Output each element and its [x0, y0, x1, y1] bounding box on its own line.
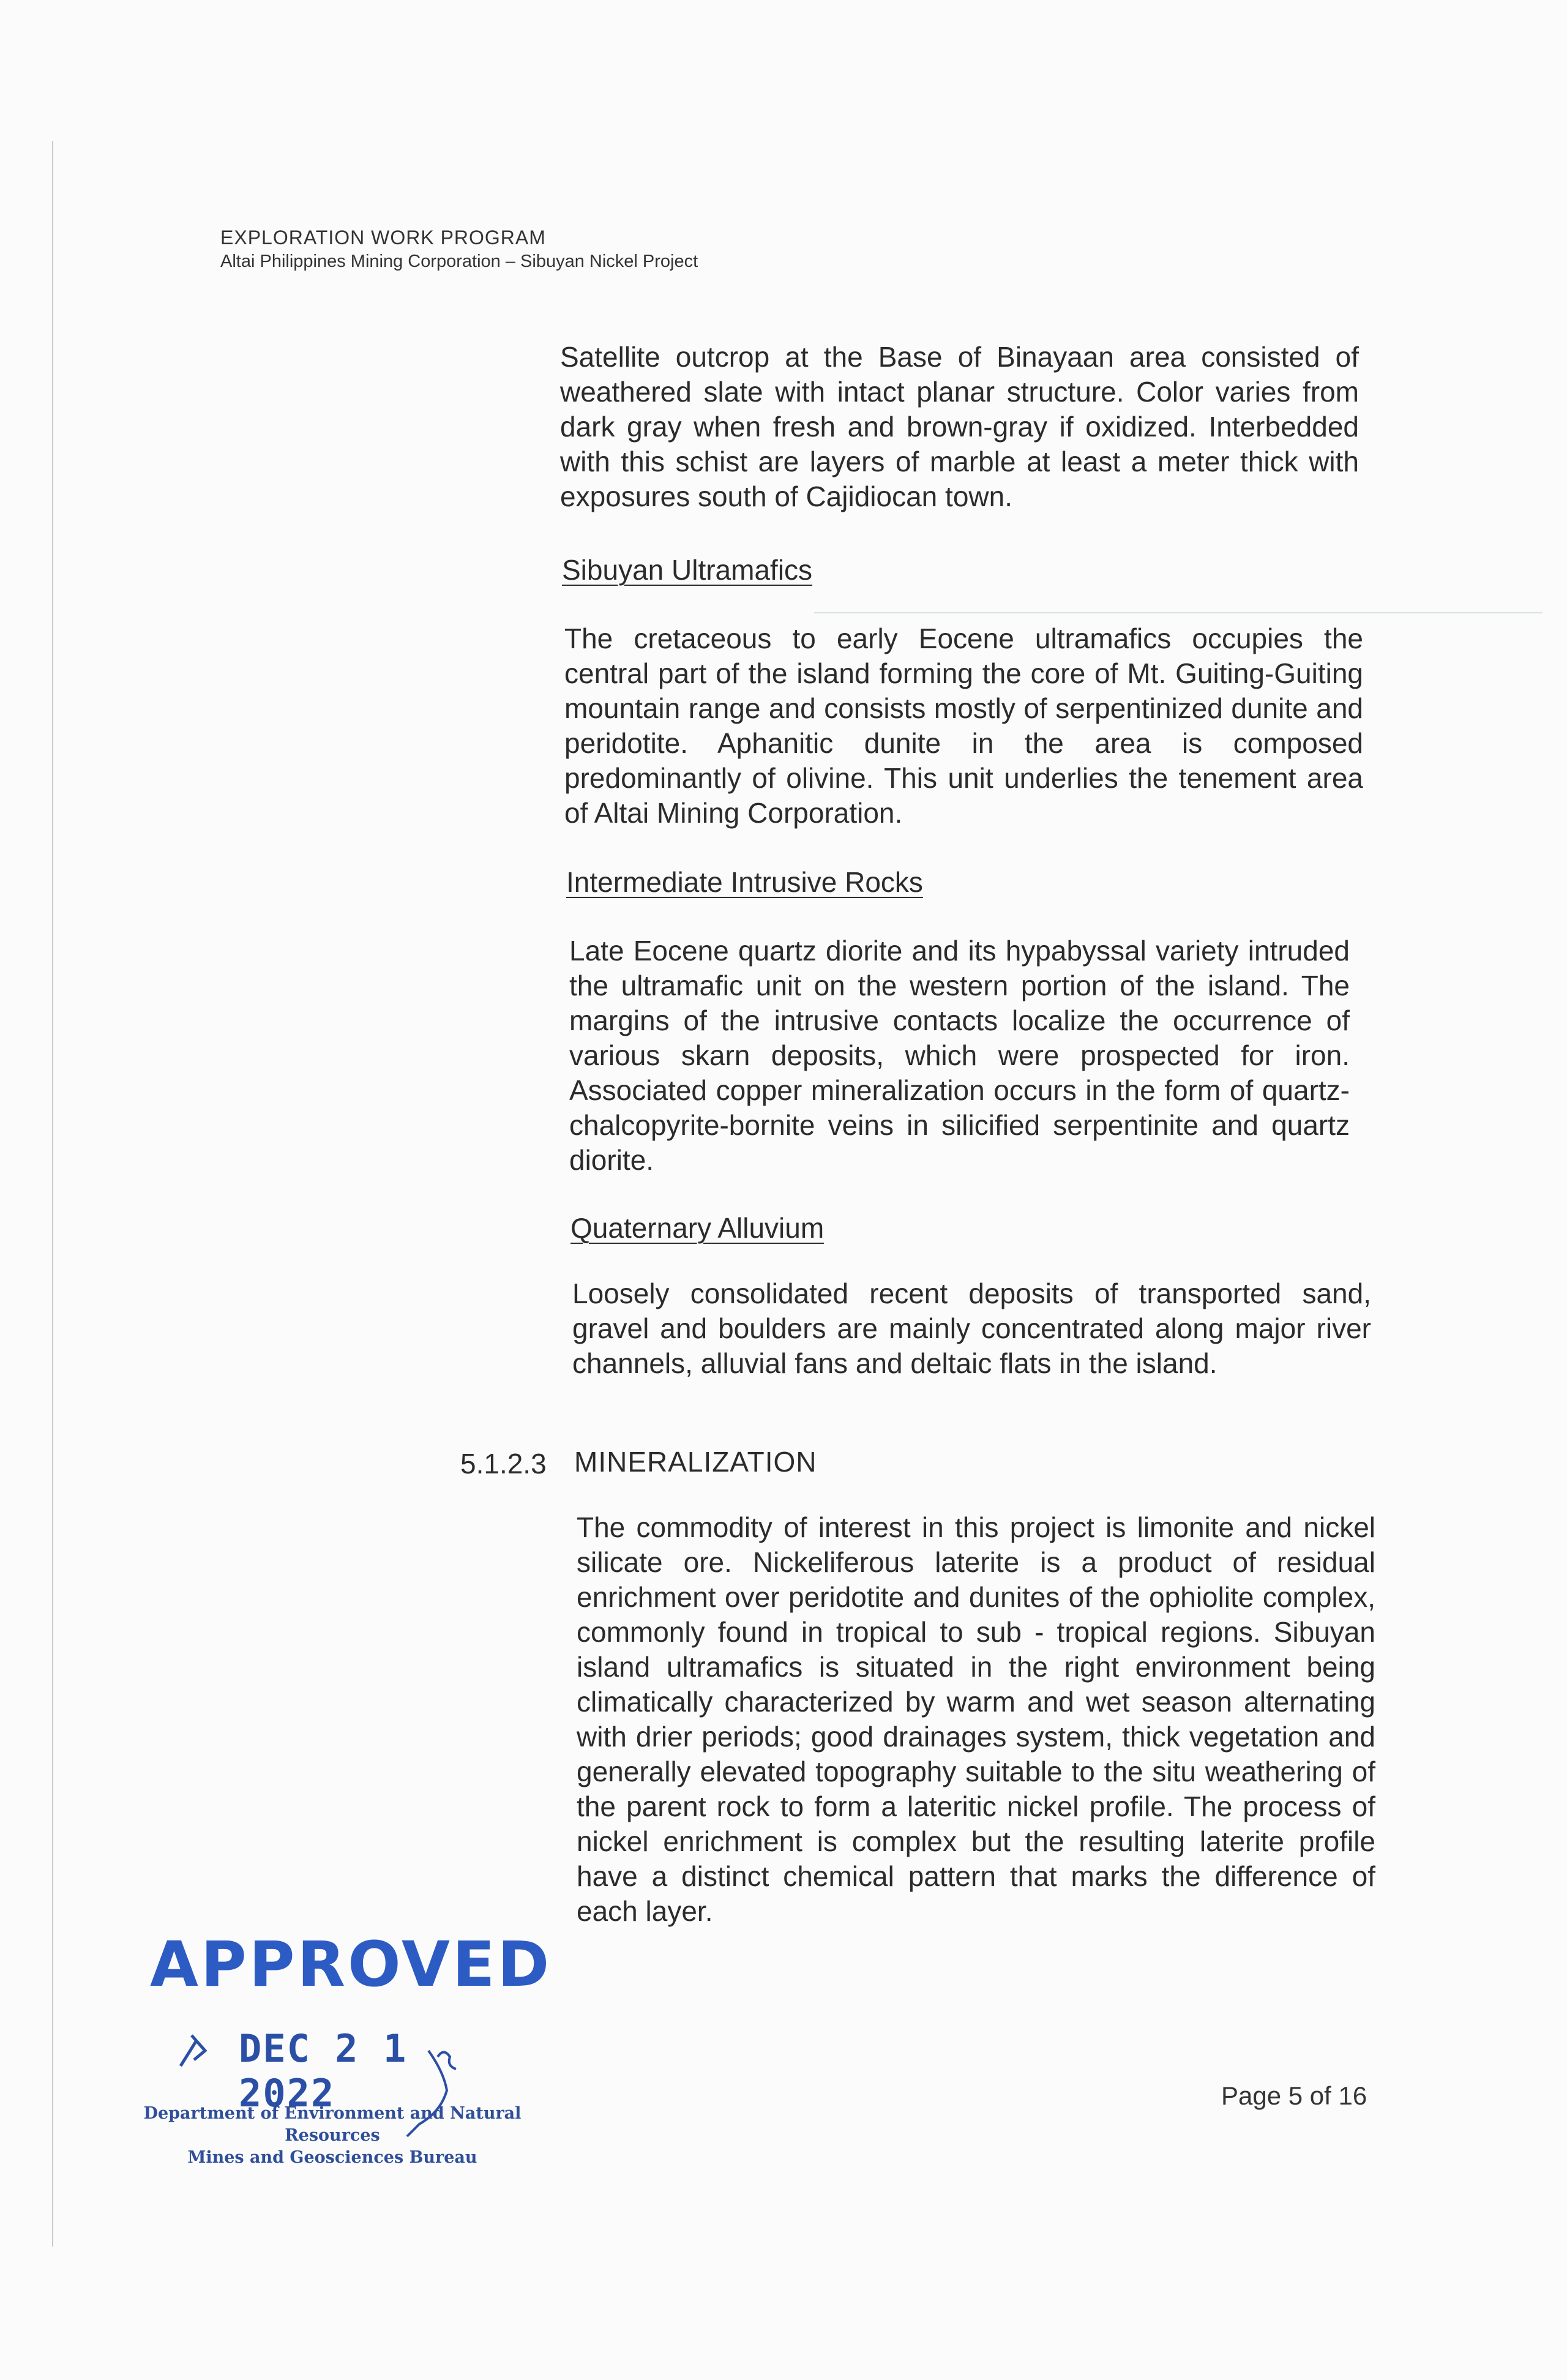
- header-title: EXPLORATION WORK PROGRAM: [220, 226, 546, 249]
- header-subtitle: Altai Philippines Mining Corporation – Sibuyan Nickel Project: [220, 252, 698, 271]
- mineralization-paragraph: The commodity of interest in this project is limonite and nickel silicate ore. Nickeliferous laterite is a product of residual enrichment over peridotite and dunites of the ophiolite complex, commonly found in tropical to sub - tropical regions. Sibuyan island ultramafics is situated in the right environment being climatically characterized by warm and wet season alternating with drier periods; good drainages system, thick vegetation and generally elevated topography suitable to the situ weathering of the parent rock to form a lateritic nickel profile. The process of nickel enrichment is complex but the resulting laterite profile have a distinct chemical pattern that marks the difference of each layer.: [577, 1511, 1375, 1927]
- department-line-2: Mines and Geosciences Bureau: [187, 2148, 477, 2167]
- intrusive-heading: Intermediate Intrusive Rocks: [566, 866, 923, 898]
- approval-date: DEC 2 1 2022: [239, 2026, 408, 2116]
- alluvium-heading: Quaternary Alluvium: [570, 1212, 825, 1244]
- ultramafics-paragraph: The cretaceous to early Eocene ultramafics occupies the central part of the island forming the core of Mt. Guiting-Guiting mountain range and consists mostly of serpentinized dunite and peridotite. Aphanitic dunite in the area is composed predominantly of olivine. This unit underlies the tenement area of Altai Mining Corporation.: [564, 623, 1363, 829]
- page-number: Page 5 of 16: [1221, 2081, 1367, 2110]
- approval-stamp: [138, 1928, 552, 2173]
- section-number: 5.1.2.3: [460, 1448, 547, 1480]
- ultramafics-heading: Sibuyan Ultramafics: [562, 554, 813, 586]
- faint-rule: [814, 612, 1543, 613]
- approved-text: APPROVED: [150, 1928, 552, 2001]
- section-title: MINERALIZATION: [574, 1446, 817, 1478]
- alluvium-paragraph: Loosely consolidated recent deposits of transported sand, gravel and boulders are mainly concentrated along major river channels, alluvial fans and deltaic flats in the island.: [572, 1278, 1371, 1379]
- intrusive-paragraph: Late Eocene quartz diorite and its hypabyssal variety intruded the ultramafic unit on the western portion of the island. The margins of the intrusive contacts localize the occurrence of various skarn deposits, which were prospected for iron. Associated copper mineralization occurs in the form of quartz-chalcopyrite-bornite veins in silicified serpentinite and quartz diorite.: [569, 935, 1350, 1176]
- satellite-paragraph: Satellite outcrop at the Base of Binayaan area consisted of weathered slate with intact planar structure. Color varies from dark gray when fresh and brown-gray if oxidized. Interbedded with this schist are layers of marble at least a meter thick with exposures south of Cajidiocan town.: [560, 341, 1359, 512]
- department-name: [143, 2103, 522, 2169]
- department-line-1: Department of Environment and Natural Resources: [143, 2104, 522, 2145]
